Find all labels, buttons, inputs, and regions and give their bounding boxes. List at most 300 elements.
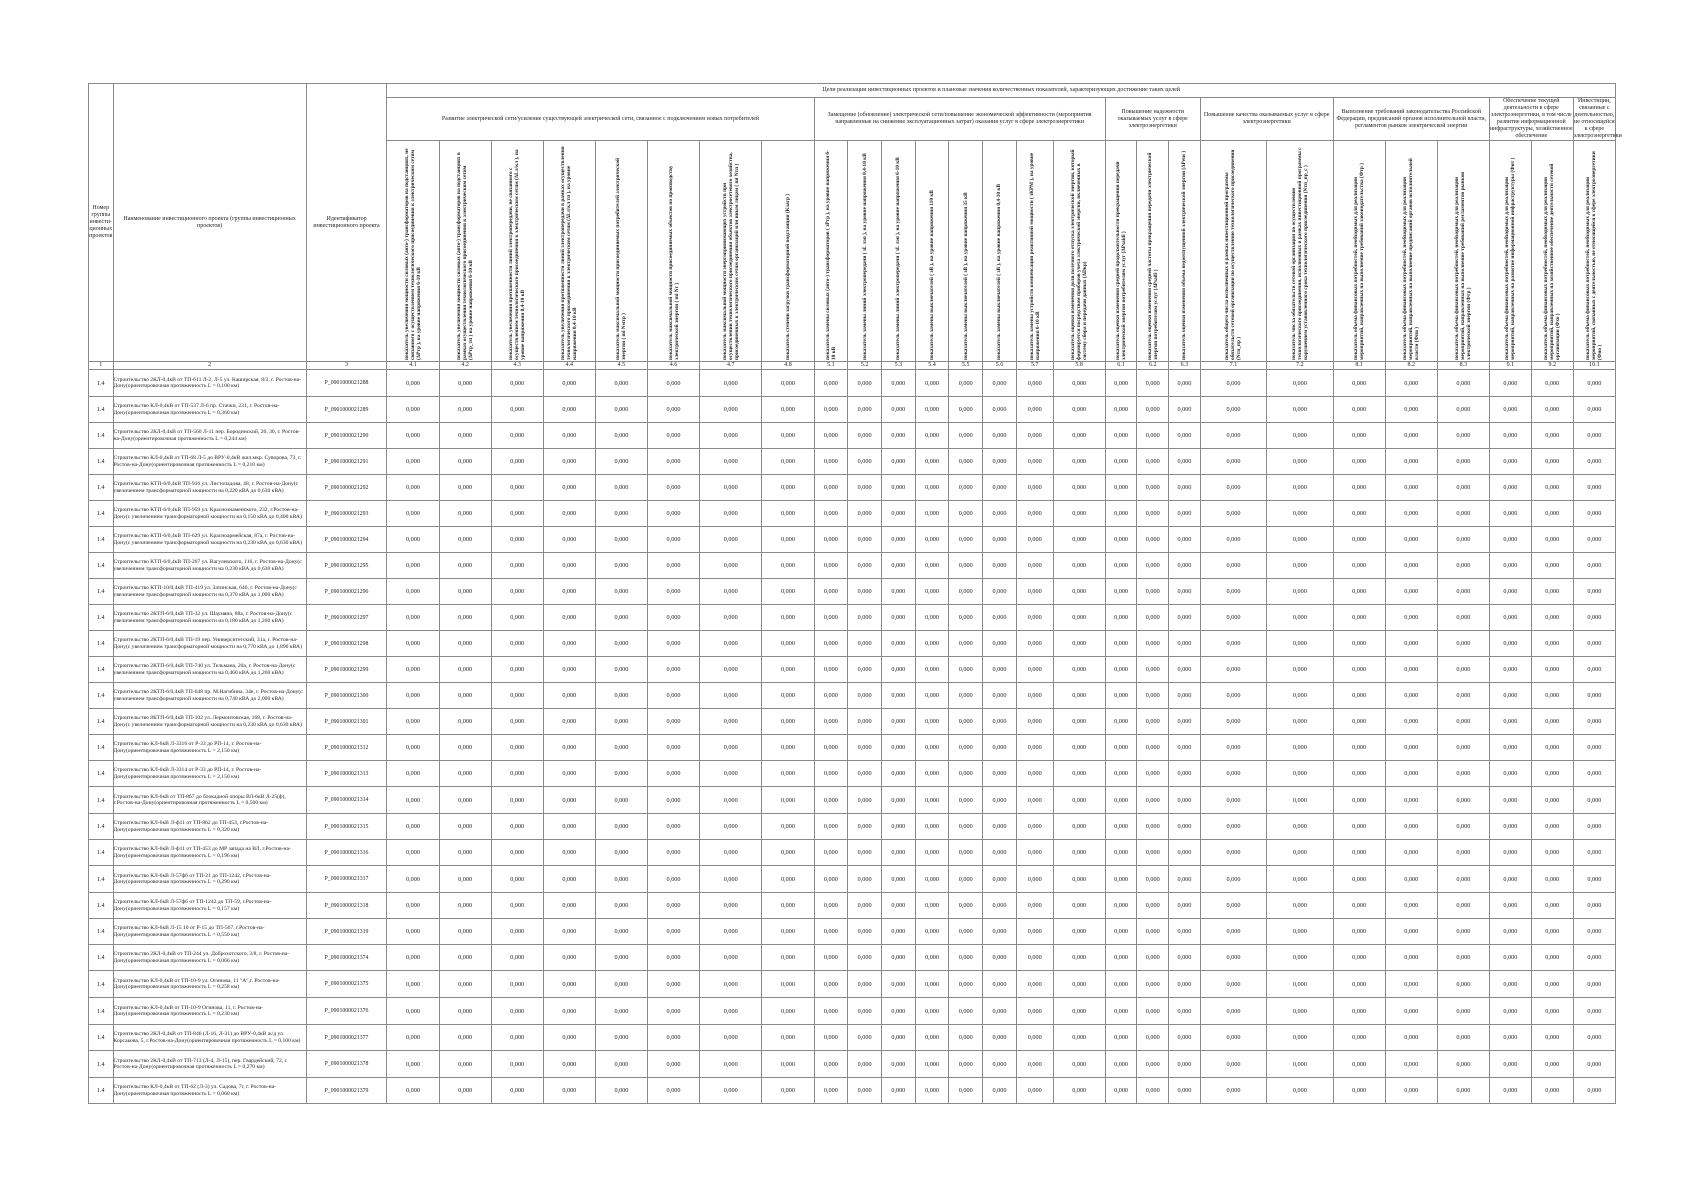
indicator-value-cell: 0,000 [1489, 605, 1531, 631]
indicator-value-cell: 0,000 [1437, 945, 1489, 971]
project-name-text: Строительство КЛ-6кВ от ТП-867 до блокадной опоры ВЛ-6кВ Л-25(ф), г.Ростов-на-Дону(ориентировочная протяженность L = 0,500 км) [113, 793, 286, 806]
indicator-value-cell: 0,000 [1169, 501, 1201, 527]
indicator-value-cell: 0,000 [1573, 527, 1615, 553]
group-number-cell: 1.4 [89, 683, 114, 709]
indicator-value-cell: 0,000 [814, 449, 848, 475]
indicator-value-cell: 0,000 [439, 919, 491, 945]
indicator-value-cell: 0,000 [647, 971, 699, 998]
group-number-cell: 1.4 [89, 1078, 114, 1104]
indicator-value-cell: 0,000 [1016, 1078, 1053, 1104]
indicator-value-cell: 0,000 [647, 787, 699, 814]
project-name-cell [113, 761, 306, 787]
indicator-value-cell: 0,000 [1489, 709, 1531, 735]
indicator-value-cell: 0,000 [1489, 1051, 1531, 1078]
project-name-cell [113, 814, 306, 840]
indicator-value-cell: 0,000 [1137, 998, 1169, 1025]
header-goal-4: Повышение качества оказываемых услуг в сфере электроэнергетики [1200, 98, 1333, 141]
indicator-value-cell: 0,000 [1333, 1025, 1385, 1051]
indicator-value-cell: 0,000 [881, 553, 915, 579]
indicator-label: показатель общего числа исполненных в рамках инвестиционной программы обязательств сетевой организации по осуществлению технологического присоединения (Nтп_пр ) [1224, 149, 1243, 360]
indicator-value-cell: 0,000 [949, 1051, 983, 1078]
indicator-value-cell: 0,000 [1385, 631, 1437, 657]
indicator-value-cell: 0,000 [543, 919, 595, 945]
column-number: 5.3 [881, 362, 915, 370]
indicator-value-cell: 0,000 [762, 423, 814, 449]
indicator-value-cell: 0,000 [1016, 893, 1053, 919]
indicator-value-cell: 0,000 [881, 1051, 915, 1078]
indicator-value-cell: 0,000 [647, 370, 699, 397]
indicator-value-cell: 0,000 [814, 1025, 848, 1051]
table-row [89, 1025, 1616, 1051]
indicator-value-cell: 0,000 [1333, 787, 1385, 814]
indicator-value-cell: 0,000 [595, 1078, 647, 1104]
indicator-value-cell: 0,000 [1489, 579, 1531, 605]
column-number: 5.1 [814, 362, 848, 370]
indicator-value-cell: 0,000 [1267, 814, 1333, 840]
indicator-value-cell: 0,000 [881, 657, 915, 683]
indicator-value-cell: 0,000 [1200, 370, 1266, 397]
indicator-value-cell: 0,000 [881, 709, 915, 735]
indicator-value-cell: 0,000 [1053, 919, 1105, 945]
indicator-value-cell: 0,000 [543, 814, 595, 840]
project-name-cell [113, 893, 306, 919]
indicator-value-cell: 0,000 [762, 761, 814, 787]
indicator-value-cell: 0,000 [1105, 1025, 1137, 1051]
indicator-value-cell: 0,000 [1053, 605, 1105, 631]
indicator-value-cell: 0,000 [647, 579, 699, 605]
group-number-cell: 1.4 [89, 761, 114, 787]
indicator-value-cell: 0,000 [1105, 527, 1137, 553]
indicator-value-cell: 0,000 [700, 501, 762, 527]
project-name-cell [113, 501, 306, 527]
indicator-value-cell: 0,000 [1016, 370, 1053, 397]
header-project-name: Наименование инвестиционного проекта (группы инвестиционных проектов) [113, 84, 306, 362]
indicator-value-cell: 0,000 [387, 370, 439, 397]
indicator-value-cell: 0,000 [915, 605, 949, 631]
indicator-value-cell: 0,000 [543, 945, 595, 971]
indicator-value-cell: 0,000 [1437, 998, 1489, 1025]
indicator-value-cell: 0,000 [762, 1051, 814, 1078]
indicator-value-cell: 0,000 [387, 735, 439, 761]
indicator-value-cell: 0,000 [762, 998, 814, 1025]
indicator-value-cell: 0,000 [848, 919, 882, 945]
indicator-value-cell: 0,000 [881, 397, 915, 423]
indicator-value-cell: 0,000 [1016, 631, 1053, 657]
indicator-value-cell: 0,000 [1385, 709, 1437, 735]
indicator-value-cell: 0,000 [881, 787, 915, 814]
project-name-text: Строительство КЛ-6кВ Л-57ф6 от ТП-1242 до ТП-59, г.Ростов-на-Дону(ориентировочная протяженность L = 0,157 км) [113, 899, 272, 912]
indicator-value-cell: 0,000 [1437, 527, 1489, 553]
indicator-value-cell: 0,000 [848, 605, 882, 631]
indicator-value-cell: 0,000 [915, 840, 949, 866]
indicator-value-cell: 0,000 [1105, 605, 1137, 631]
indicator-value-cell: 0,000 [1053, 893, 1105, 919]
indicator-value-cell: 0,000 [1137, 814, 1169, 840]
indicator-value-cell: 0,000 [1267, 423, 1333, 449]
investment-indicators-table [88, 83, 1622, 1104]
indicator-value-cell: 0,000 [1137, 475, 1169, 501]
indicator-value-cell: 0,000 [1531, 683, 1573, 709]
indicator-value-cell: 0,000 [1016, 527, 1053, 553]
indicator-value-cell: 0,000 [647, 449, 699, 475]
indicator-value-cell: 0,000 [1105, 423, 1137, 449]
indicator-value-cell: 0,000 [1016, 501, 1053, 527]
indicator-value-cell: 0,000 [1333, 605, 1385, 631]
group-number-cell: 1.4 [89, 370, 114, 397]
indicator-value-cell: 0,000 [1137, 579, 1169, 605]
indicator-value-cell: 0,000 [1531, 709, 1573, 735]
indicator-value-cell: 0,000 [1489, 735, 1531, 761]
indicator-value-cell: 0,000 [1267, 475, 1333, 501]
indicator-value-cell: 0,000 [1267, 971, 1333, 998]
indicator-value-cell: 0,000 [983, 683, 1017, 709]
indicator-value-cell: 0,000 [814, 761, 848, 787]
indicator-value-cell: 0,000 [1267, 761, 1333, 787]
indicator-value-cell: 0,000 [762, 787, 814, 814]
indicator-value-cell: 0,000 [848, 893, 882, 919]
indicator-value-cell: 0,000 [1573, 553, 1615, 579]
table-row [89, 579, 1616, 605]
column-number: 4.4 [543, 362, 595, 370]
project-id-cell: P_0901000021297 [306, 605, 387, 631]
indicator-value-cell: 0,000 [848, 945, 882, 971]
indicator-value-cell: 0,000 [814, 919, 848, 945]
indicator-value-cell: 0,000 [1105, 1078, 1137, 1104]
indicator-value-cell: 0,000 [915, 919, 949, 945]
indicator-value-cell: 0,000 [387, 605, 439, 631]
indicator-value-cell: 0,000 [1385, 919, 1437, 945]
indicator-value-cell: 0,000 [1169, 423, 1201, 449]
indicator-value-cell: 0,000 [387, 840, 439, 866]
indicator-value-cell: 0,000 [1016, 449, 1053, 475]
indicator-value-cell: 0,000 [700, 553, 762, 579]
column-number: 4.6 [647, 362, 699, 370]
indicator-value-cell: 0,000 [700, 1025, 762, 1051]
column-number: 2 [113, 362, 306, 370]
table-row [89, 709, 1616, 735]
column-number: 4.5 [595, 362, 647, 370]
indicator-value-cell: 0,000 [848, 1025, 882, 1051]
indicator-value-cell: 0,000 [848, 397, 882, 423]
indicator-value-cell: 0,000 [915, 423, 949, 449]
indicator-value-cell: 0,000 [1267, 1051, 1333, 1078]
indicator-value-cell: 0,000 [1573, 1078, 1615, 1104]
indicator-value-cell: 0,000 [491, 998, 543, 1025]
indicator-value-cell: 0,000 [1105, 761, 1137, 787]
indicator-value-cell: 0,000 [387, 423, 439, 449]
indicator-value-cell: 0,000 [647, 527, 699, 553]
group-number-cell: 1.4 [89, 423, 114, 449]
column-number: 5.5 [949, 362, 983, 370]
indicator-value-cell: 0,000 [1169, 998, 1201, 1025]
indicator-value-cell: 0,000 [700, 709, 762, 735]
indicator-value-cell: 0,000 [949, 579, 983, 605]
table-header [89, 84, 1622, 362]
indicator-value-cell: 0,000 [848, 475, 882, 501]
indicator-value-cell: 0,000 [491, 1078, 543, 1104]
indicator-value-cell: 0,000 [1437, 501, 1489, 527]
indicator-value-cell: 0,000 [491, 919, 543, 945]
indicator-value-cell: 0,000 [439, 1051, 491, 1078]
indicator-value-cell: 0,000 [543, 527, 595, 553]
indicator-header-12 [915, 141, 949, 362]
indicator-value-cell: 0,000 [983, 735, 1017, 761]
indicator-value-cell: 0,000 [1531, 553, 1573, 579]
header-goal-7: Инвестиции, связанные с деятельностью, не относящейся к сфере электроэнергетики [1573, 98, 1622, 139]
indicator-value-cell: 0,000 [1053, 370, 1105, 397]
indicator-value-cell: 0,000 [1385, 893, 1437, 919]
project-name-cell [113, 971, 306, 998]
indicator-value-cell: 0,000 [983, 449, 1017, 475]
indicator-value-cell: 0,000 [1437, 866, 1489, 893]
indicator-value-cell: 0,000 [543, 579, 595, 605]
project-name-text: Строительство 2КЛ-0,4кВ от ТП-611 Л-2, Л-5 ул. Каширская, 8/3, г. Ростов-на-Дону(ориентировочная протяженность L = 0,100 км) [113, 376, 302, 389]
project-name-cell [113, 631, 306, 657]
indicator-label: показатель увеличения мощности силовых (авто-) трансформаторов на подстанциях в рамках осуществления технологического присоединения к электрическим сетям (ΔPтр_тп ) на уровне напряжения 6-10 кВ [456, 152, 475, 360]
indicator-value-cell: 0,000 [1437, 657, 1489, 683]
indicator-value-cell: 0,000 [1267, 579, 1333, 605]
indicator-value-cell: 0,000 [1489, 814, 1531, 840]
indicator-value-cell: 0,000 [1169, 475, 1201, 501]
indicator-value-cell: 0,000 [1573, 501, 1615, 527]
indicator-value-cell: 0,000 [1333, 683, 1385, 709]
indicator-value-cell: 0,000 [814, 527, 848, 553]
group-number-cell: 1.4 [89, 1025, 114, 1051]
table-row [89, 971, 1616, 998]
indicator-value-cell: 0,000 [915, 998, 949, 1025]
column-number: 4.3 [491, 362, 543, 370]
indicator-value-cell: 0,000 [915, 527, 949, 553]
indicator-value-cell: 0,000 [1169, 1078, 1201, 1104]
indicator-value-cell: 0,000 [949, 683, 983, 709]
indicator-value-cell: 0,000 [1200, 866, 1266, 893]
indicator-value-cell: 0,000 [1385, 657, 1437, 683]
indicator-value-cell: 0,000 [387, 657, 439, 683]
indicator-value-cell: 0,000 [439, 893, 491, 919]
indicator-value-cell: 0,000 [1531, 787, 1573, 814]
indicator-value-cell: 0,000 [1333, 1078, 1385, 1104]
header-goal-3: Повышение надежности оказываемых услуг в сфере электроэнергетики [1105, 98, 1200, 141]
indicator-value-cell: 0,000 [881, 579, 915, 605]
project-id-cell: P_0901000021314 [306, 787, 387, 814]
indicator-header-18 [1137, 141, 1169, 362]
project-name-cell [113, 998, 306, 1025]
indicator-value-cell: 0,000 [1169, 579, 1201, 605]
indicator-value-cell: 0,000 [647, 657, 699, 683]
indicator-value-cell: 0,000 [949, 998, 983, 1025]
project-name-cell [113, 449, 306, 475]
project-id-cell: P_0901000021313 [306, 761, 387, 787]
indicator-value-cell: 0,000 [881, 1025, 915, 1051]
group-number-cell: 1.4 [89, 657, 114, 683]
indicator-value-cell: 0,000 [1137, 787, 1169, 814]
indicator-value-cell: 0,000 [1137, 397, 1169, 423]
indicator-value-cell: 0,000 [491, 449, 543, 475]
indicator-value-cell: 0,000 [1531, 370, 1573, 397]
indicator-value-cell: 0,000 [848, 423, 882, 449]
indicator-value-cell: 0,000 [983, 814, 1017, 840]
indicator-value-cell: 0,000 [543, 370, 595, 397]
indicator-value-cell: 0,000 [1531, 735, 1573, 761]
table-row [89, 919, 1616, 945]
indicator-value-cell: 0,000 [1137, 971, 1169, 998]
indicator-value-cell: 0,000 [595, 579, 647, 605]
indicator-value-cell: 0,000 [949, 919, 983, 945]
indicator-value-cell: 0,000 [1267, 945, 1333, 971]
indicator-value-cell: 0,000 [848, 735, 882, 761]
indicator-value-cell: 0,000 [1573, 683, 1615, 709]
indicator-value-cell: 0,000 [1105, 579, 1137, 605]
indicator-value-cell: 0,000 [647, 553, 699, 579]
indicator-value-cell: 0,000 [1531, 605, 1573, 631]
indicator-value-cell: 0,000 [1333, 893, 1385, 919]
indicator-header-19 [1169, 141, 1201, 362]
indicator-value-cell: 0,000 [1385, 527, 1437, 553]
indicator-value-cell: 0,000 [439, 527, 491, 553]
indicator-value-cell: 0,000 [1169, 553, 1201, 579]
indicator-value-cell: 0,000 [1573, 579, 1615, 605]
indicator-value-cell: 0,000 [1385, 579, 1437, 605]
indicator-value-cell: 0,000 [949, 553, 983, 579]
project-id-cell: P_0901000021376 [306, 998, 387, 1025]
indicator-value-cell: 0,000 [543, 866, 595, 893]
indicator-value-cell: 0,000 [1137, 919, 1169, 945]
indicator-value-cell: 0,000 [1489, 631, 1531, 657]
indicator-value-cell: 0,000 [1333, 631, 1385, 657]
indicator-value-cell: 0,000 [1531, 1051, 1573, 1078]
indicator-value-cell: 0,000 [881, 605, 915, 631]
indicator-value-cell: 0,000 [915, 370, 949, 397]
indicator-value-cell: 0,000 [700, 527, 762, 553]
indicator-value-cell: 0,000 [439, 971, 491, 998]
indicator-value-cell: 0,000 [595, 553, 647, 579]
project-name-text: Строительство 2КТП-6/0,4кВ ТП-32 ул. Шаумяна, 88а, г. Ростов-на-Дону(с увеличением трансформаторной мощности на 0,180 кВА до 1,260 кВА) [113, 611, 293, 624]
indicator-value-cell: 0,000 [949, 501, 983, 527]
indicator-label: показатель оценки изменения средней продолжительности прекращения передачи электрической энергии потребителям услуг (ΔPsaidi ) [1115, 161, 1128, 360]
indicator-value-cell: 0,000 [983, 866, 1017, 893]
indicator-value-cell: 0,000 [848, 657, 882, 683]
indicator-value-cell: 0,000 [848, 998, 882, 1025]
indicator-value-cell: 0,000 [595, 449, 647, 475]
indicator-value-cell: 0,000 [439, 735, 491, 761]
indicator-label: показатель объема финансовых потребностей, необходимых для реализации мероприятий, направленных на выполнение требований регламентов рынков электрической энергии (Фтр ) [1454, 171, 1473, 360]
indicator-value-cell: 0,000 [915, 945, 949, 971]
project-name-text: Строительство 2КЛ-0,4кВ от ТП-244 ул. Доброхотского, 3/8, г. Ростов-на-Дону(ориентировочная протяженность L = 0,066 км) [113, 951, 290, 964]
indicator-value-cell: 0,000 [595, 657, 647, 683]
indicator-value-cell: 0,000 [1489, 657, 1531, 683]
indicator-value-cell: 0,000 [1531, 866, 1573, 893]
indicator-value-cell: 0,000 [439, 814, 491, 840]
indicator-value-cell: 0,000 [439, 1078, 491, 1104]
indicator-value-cell: 0,000 [1267, 449, 1333, 475]
project-id-cell: P_0901000021295 [306, 553, 387, 579]
indicator-value-cell: 0,000 [1531, 919, 1573, 945]
table-row [89, 501, 1616, 527]
project-id-cell: P_0901000021301 [306, 709, 387, 735]
indicator-value-cell: 0,000 [491, 423, 543, 449]
indicator-value-cell: 0,000 [1105, 1051, 1137, 1078]
indicator-value-cell: 0,000 [595, 423, 647, 449]
indicator-value-cell: 0,000 [543, 397, 595, 423]
table-row [89, 553, 1616, 579]
project-name-text: Строительство 2КТП-6/0,4кВ ТП-19 пер. Университетский, 31а, г. Ростов-на-Дону(с увеличением трансформаторной мощности на 0,770 кВА до 1,890 кВА) [113, 637, 302, 650]
project-id-cell: P_0901000021316 [306, 840, 387, 866]
indicator-value-cell: 0,000 [387, 501, 439, 527]
header-goals: Цели реализации инвестиционных проектов и плановые значения количественных показателей, характеризующих достижение таких целей [387, 84, 1616, 98]
indicator-value-cell: 0,000 [762, 971, 814, 998]
indicator-value-cell: 0,000 [1531, 1025, 1573, 1051]
indicator-value-cell: 0,000 [543, 501, 595, 527]
indicator-value-cell: 0,000 [881, 761, 915, 787]
indicator-label: показатель максимальной мощности энергопринимающих устройств при осуществлении технологического присоединения объектов электросетевого хозяйства, присоединенных к электрическим сетям организаций или иным лицам ( mi Nтп ) [721, 152, 740, 360]
indicator-header-10 [848, 141, 882, 362]
indicator-value-cell: 0,000 [647, 1025, 699, 1051]
indicator-value-cell: 0,000 [949, 423, 983, 449]
indicator-value-cell: 0,000 [1385, 814, 1437, 840]
indicator-value-cell: 0,000 [387, 579, 439, 605]
project-name-text: Строительство 2КЛ-0,4кВ от ТП-846 (Л-16, Л-31) до ВРУ-0,4кВ ж/д ул. Корсакова, 5, г.Ростов-на-Дону(ориентировочная протяженность L = 0,100 км) [113, 1031, 301, 1044]
indicator-value-cell: 0,000 [1169, 605, 1201, 631]
indicator-value-cell: 0,000 [1137, 866, 1169, 893]
indicator-value-cell: 0,000 [1333, 501, 1385, 527]
indicator-value-cell: 0,000 [1200, 735, 1266, 761]
indicator-value-cell: 0,000 [1437, 735, 1489, 761]
indicator-value-cell: 0,000 [543, 971, 595, 998]
indicator-header-27 [1573, 141, 1615, 362]
indicator-value-cell: 0,000 [983, 787, 1017, 814]
indicator-value-cell: 0,000 [1016, 683, 1053, 709]
indicator-value-cell: 0,000 [881, 631, 915, 657]
project-name-text: Строительство КЛ-0,4кВ от ТП-62 (Л-3) ул. Садова, 7г, г. Ростов-на-Дону(ориентировочная протяженность L = 0,060 км) [113, 1084, 276, 1097]
group-number-cell: 1.4 [89, 814, 114, 840]
indicator-value-cell: 0,000 [1573, 945, 1615, 971]
indicator-value-cell: 0,000 [949, 814, 983, 840]
indicator-value-cell: 0,000 [387, 709, 439, 735]
column-number: 1 [89, 362, 114, 370]
indicator-value-cell: 0,000 [814, 475, 848, 501]
indicator-value-cell: 0,000 [387, 475, 439, 501]
indicator-value-cell: 0,000 [387, 449, 439, 475]
indicator-value-cell: 0,000 [439, 709, 491, 735]
indicator-value-cell: 0,000 [881, 998, 915, 1025]
indicator-value-cell: 0,000 [1385, 1051, 1437, 1078]
indicator-value-cell: 0,000 [814, 631, 848, 657]
indicator-value-cell: 0,000 [1333, 998, 1385, 1025]
indicator-value-cell: 0,000 [915, 475, 949, 501]
indicator-value-cell: 0,000 [1169, 709, 1201, 735]
column-number: 9.1 [1489, 362, 1531, 370]
indicator-value-cell: 0,000 [1573, 866, 1615, 893]
indicator-value-cell: 0,000 [595, 787, 647, 814]
indicator-value-cell: 0,000 [1200, 397, 1266, 423]
indicator-value-cell: 0,000 [595, 527, 647, 553]
project-id-cell: P_0901000021378 [306, 1051, 387, 1078]
indicator-value-cell: 0,000 [1137, 1078, 1169, 1104]
indicator-value-cell: 0,000 [1105, 475, 1137, 501]
group-number-cell: 1.4 [89, 840, 114, 866]
project-name-text: Строительство 2КТП-6/0,4кВ ТП-648 пр. М.Нагибина, 34е, г. Ростов-на-Дону(с увеличением трансформаторной мощности на 0,740 кВА до 2,000 кВА) [113, 689, 303, 702]
indicator-value-cell: 0,000 [915, 631, 949, 657]
indicator-value-cell: 0,000 [762, 919, 814, 945]
indicator-value-cell: 0,000 [1053, 1078, 1105, 1104]
indicator-value-cell: 0,000 [1531, 893, 1573, 919]
indicator-value-cell: 0,000 [1267, 709, 1333, 735]
indicator-value-cell: 0,000 [543, 475, 595, 501]
project-name-cell [113, 787, 306, 814]
indicator-value-cell: 0,000 [700, 631, 762, 657]
indicator-value-cell: 0,000 [1016, 605, 1053, 631]
indicator-value-cell: 0,000 [595, 919, 647, 945]
